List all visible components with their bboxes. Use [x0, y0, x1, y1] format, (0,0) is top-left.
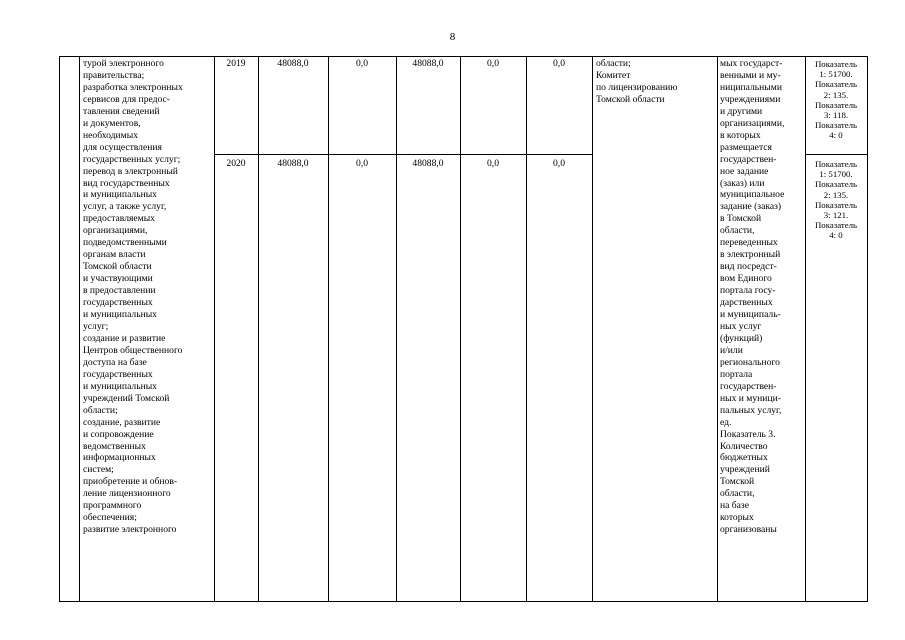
row-separator: [214, 154, 592, 155]
page-number: 8: [449, 31, 456, 43]
indicator-name-cell: мых государст- венными и му- ниципальными учреждениями и другими организациями, в которых размещается государствен- ное задание (заказ) или муниципальное задание (заказ) в Томской области, переведенных в электронный вид посредст- вом Единого портала госу- дарственных и муниципаль- ных услуг (функций) и/или регионального портала государствен- ных и муници- пальных услуг, ед. Показатель 3. Количество бюджетных учреждений Томской области, на базе которых организованы: [720, 58, 785, 536]
regional-cell: 48088,0: [412, 158, 444, 169]
col-border: [867, 56, 868, 602]
other-cell: 0,0: [553, 158, 565, 169]
col-border: [526, 56, 527, 602]
col-border: [328, 56, 329, 602]
total-cell: 48088,0: [277, 58, 309, 69]
program-table: [59, 56, 868, 602]
year-cell: 2019: [226, 58, 246, 69]
federal-cell: 0,0: [356, 158, 368, 169]
col-border: [396, 56, 397, 602]
activity-description: турой электронного правительства; разработка электронных сервисов для предос- тавления сведений и документов, необходимых для осуществления государственных услуг; перевод в электронный вид государственных и муниципальных услуг, а также услуг, предоставляемых организациями, подведомственными органам власти Томской области и участвующими в предоставлении государственных и муниципальных услуг; создание и развитие Центров общественного доступа на базе государственных и муниципальных учреждений Томской области; создание, развитие и сопровождение ведомственных информационных систем; приобретение и обнов- ление лицензионного программного обеспечения; развитие электронного: [83, 58, 183, 536]
federal-cell: 0,0: [356, 58, 368, 69]
total-cell: 48088,0: [277, 158, 309, 169]
executor-cell: области; Комитет по лицензированию Томской области: [596, 58, 678, 105]
indicator-values: Показатель 1: 51700. Показатель 2: 135. Показатель 3: 118. Показатель 4: 0: [814, 59, 858, 141]
col-border: [717, 56, 718, 602]
local-cell: 0,0: [487, 158, 499, 169]
col-border: [592, 56, 593, 602]
row-separator: [805, 154, 868, 155]
col-border: [214, 56, 215, 602]
col-border: [79, 56, 80, 602]
year-cell: 2020: [226, 158, 246, 169]
col-border: [59, 56, 60, 602]
col-border: [258, 56, 259, 602]
table-bottom-border: [59, 601, 868, 602]
table-top-border: [59, 56, 868, 57]
regional-cell: 48088,0: [412, 58, 444, 69]
col-border: [460, 56, 461, 602]
local-cell: 0,0: [487, 58, 499, 69]
other-cell: 0,0: [553, 58, 565, 69]
indicator-values: Показатель 1: 51700. Показатель 2: 135. Показатель 3: 121. Показатель 4: 0: [814, 159, 858, 241]
